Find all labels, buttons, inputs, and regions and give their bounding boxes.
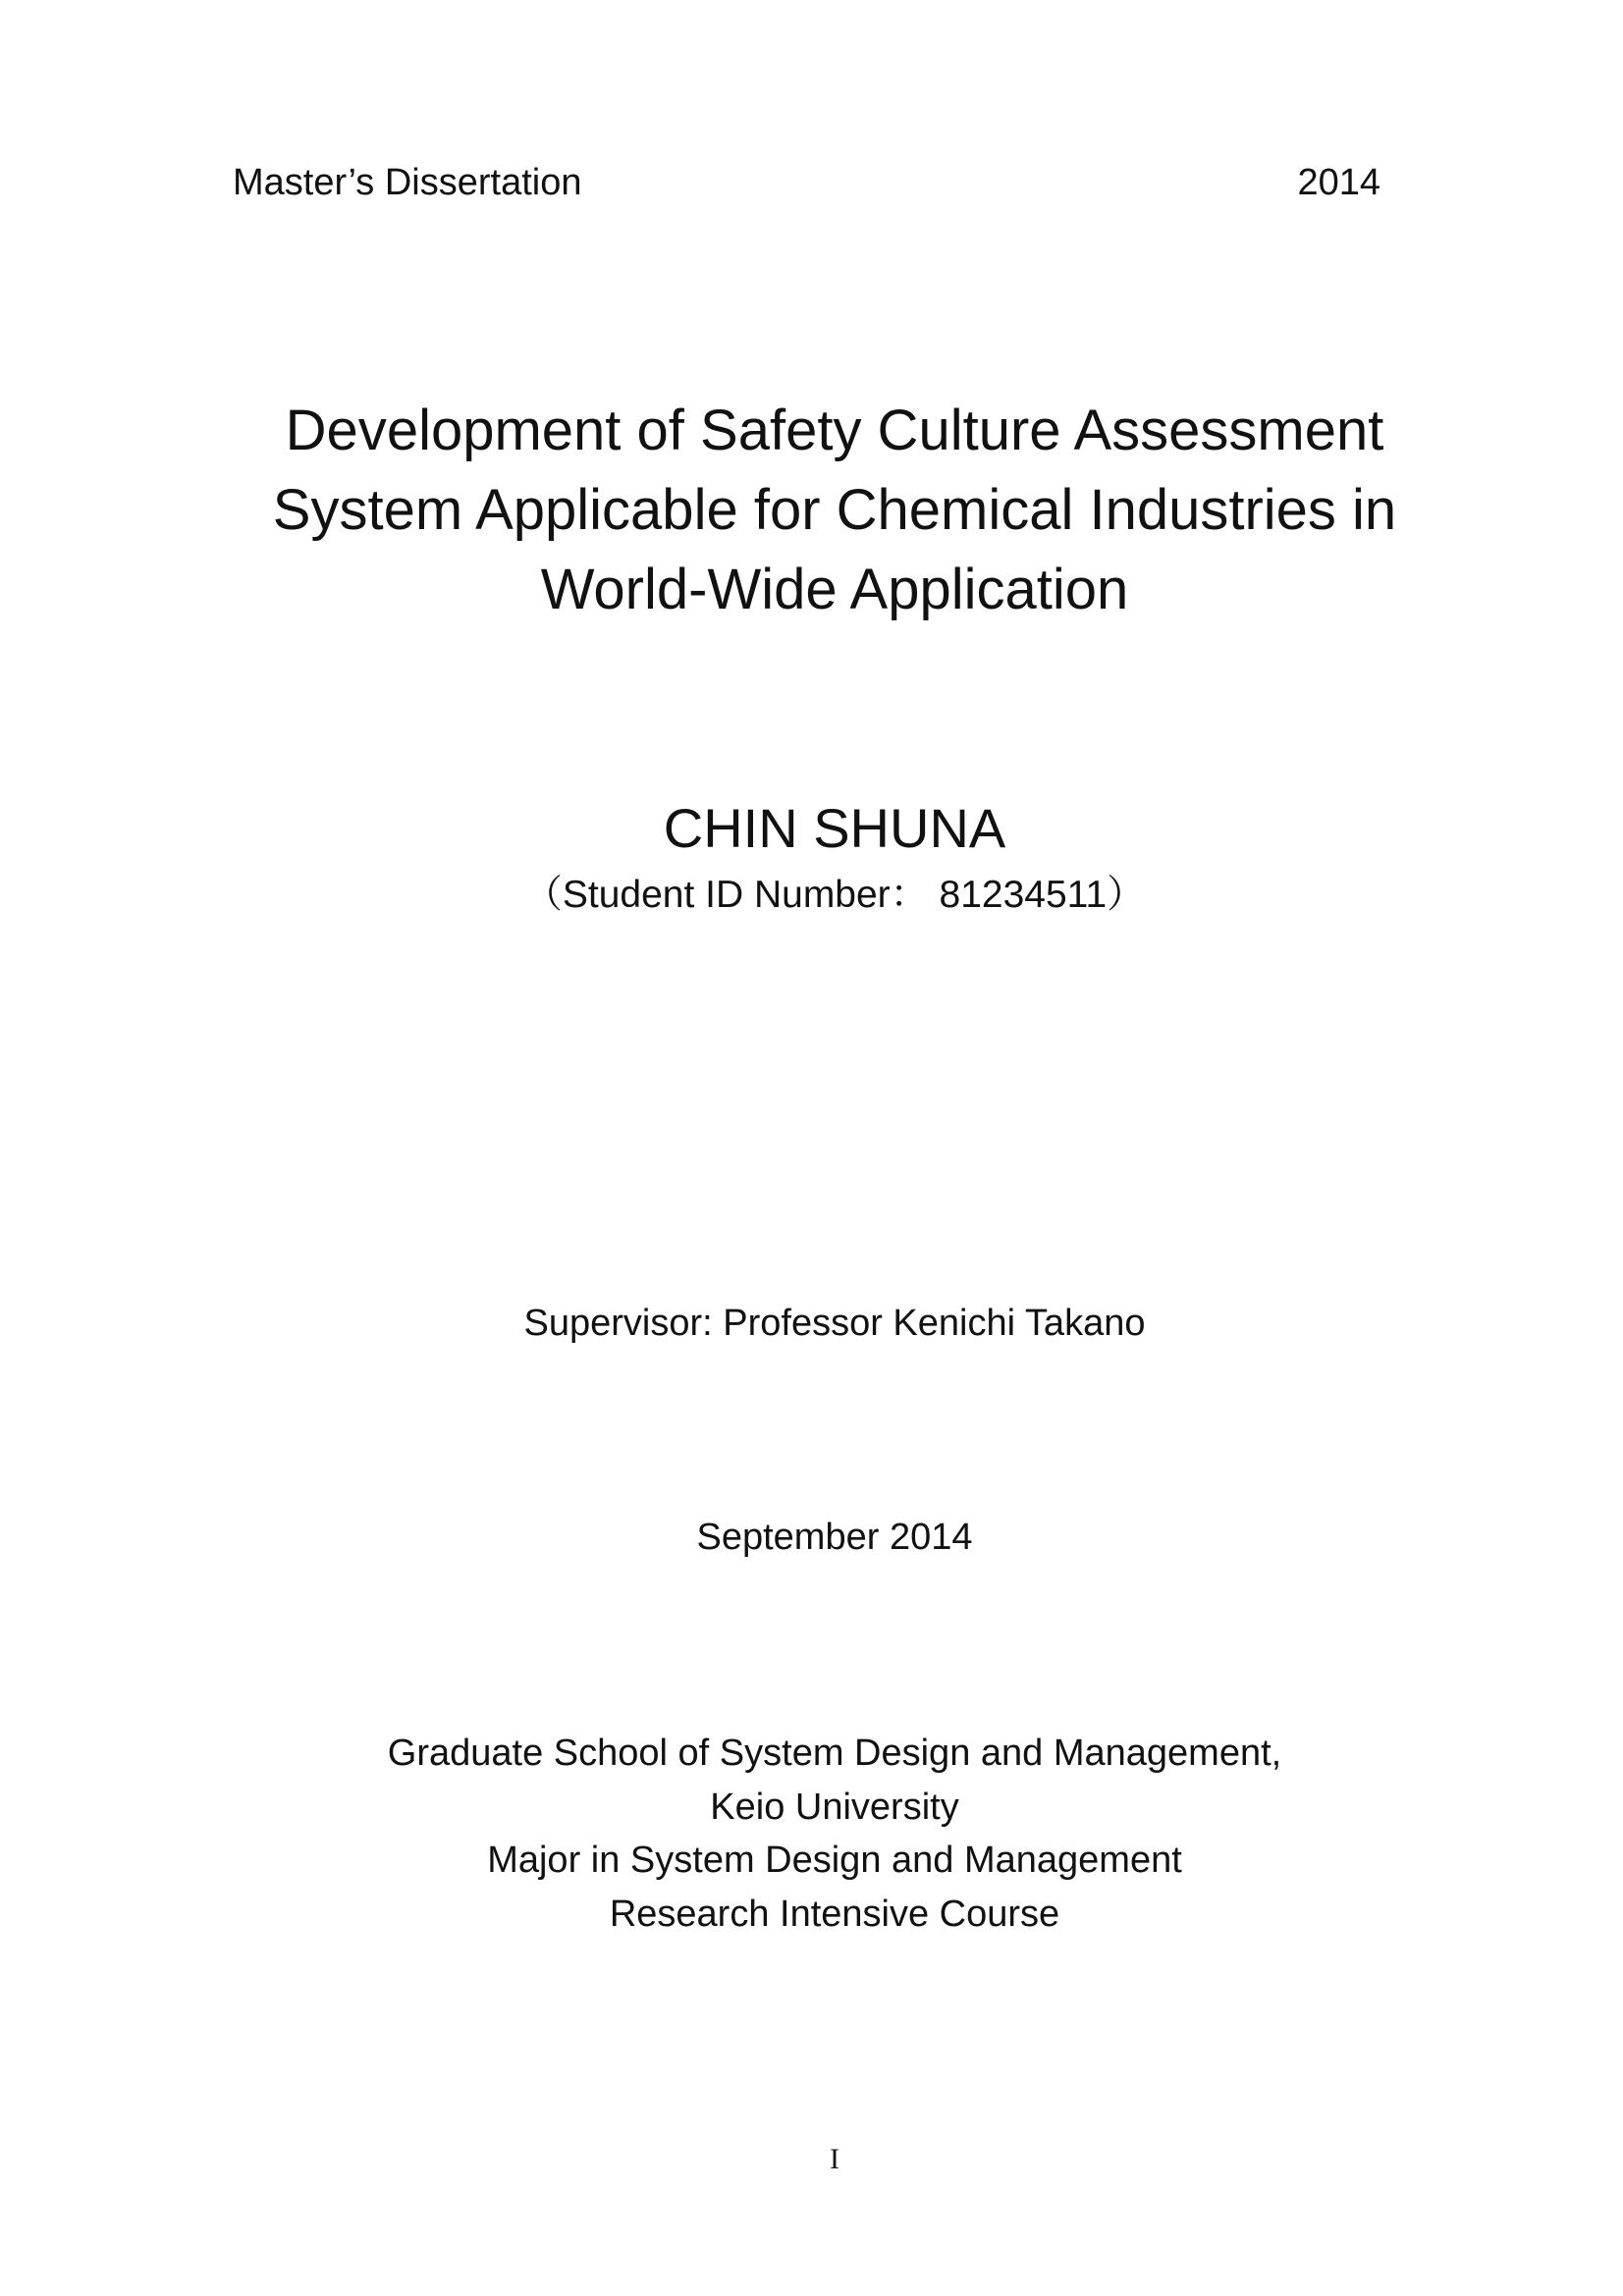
- affiliation-line: Keio University: [710, 1786, 959, 1828]
- page-number: I: [830, 2143, 839, 2175]
- student-id: （Student ID Number： 81234511）: [523, 874, 1146, 916]
- title-line: System Applicable for Chemical Industries in: [272, 478, 1397, 542]
- submission-date: September 2014: [696, 1517, 973, 1558]
- affiliation: [245, 1727, 1424, 1941]
- supervisor: Supervisor: Professor Kenichi Takano: [523, 1303, 1146, 1344]
- title-line: World-Wide Application: [540, 558, 1129, 621]
- affiliation-line: Major in System Design and Management: [487, 1840, 1182, 1881]
- document-type-label: Master’s Dissertation: [233, 162, 582, 203]
- header-year: 2014: [1297, 162, 1380, 203]
- affiliation-line: Research Intensive Course: [609, 1893, 1060, 1935]
- dissertation-title: [196, 391, 1473, 629]
- author-name: CHIN SHUNA: [663, 797, 1006, 859]
- affiliation-line: Graduate School of System Design and Management,: [387, 1733, 1282, 1774]
- title-line: Development of Safety Culture Assessment: [285, 399, 1384, 462]
